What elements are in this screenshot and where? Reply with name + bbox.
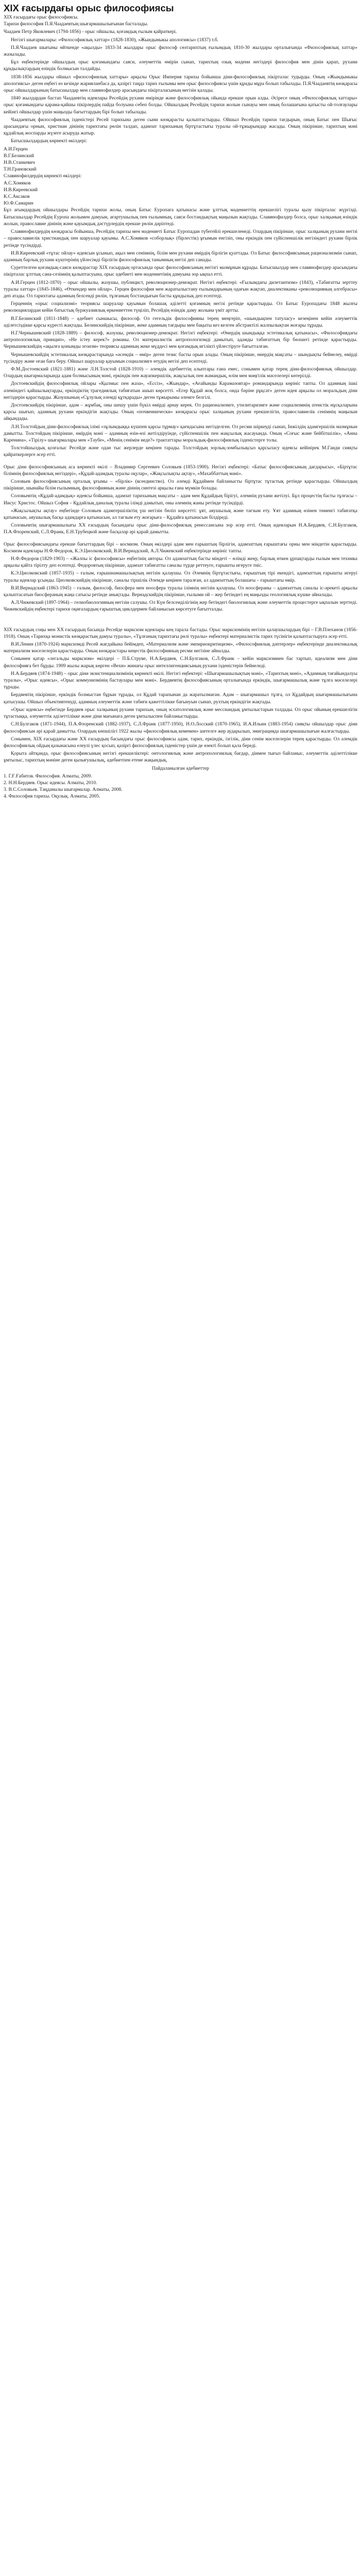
paragraph: Ф.М.Достоевский (1821-1881) және Л.Н.Толстой (1828-1910) – әлемдік әдебиеттің алыптары ғана емес, сонымен қатар терең діни-философиялық ойшылдар. Олардың шығармаларында адам болмысының мәні, еркіндік пен жауапкершілік, жақсылық пен жамандық, өлім мен мәңгілік мәселелері көтерілді. [4, 366, 357, 379]
paragraph: В.И.Вернадский (1863-1945) – ғалым, философ, биосфера мен ноосфера туралы ілімнің негізін қалаушы. Ол ноосфераны – адамзаттың саналы іс-әрекеті арқылы қалыптасатын биосфераның жаңа сатысы ретінде анықтады. Вернадскийдің пікірінше, ғылыми ой – жер бетіндегі ең маңызды геологиялық күшке айналады. [4, 585, 357, 598]
paragraph: Соловьев философиясының орталық ұғымы – «бірлік» (всеединство). Ол әлемді Құдаймен байланысты біртұтас тұтастық ретінде қарастырды. Ойшылдың пікірінше, шынайы білім ғылымның, философияның және діннің синтезі арқылы ғана мүмкін болады. [4, 479, 357, 492]
paragraph: В.Г.Белинский [4, 153, 35, 159]
paragraph: Соловьевтің «Құдай-адамдық» идеясы бойынша, адамзат тарихының мақсаты – адам мен Құдайдың бірігуі, әлемнің рухани жетілуі. Бұл процестің басты тұлғасы – Иисус Христос. Ойшыл София – Құдайлық даналық туралы ілімді дамытып, оны әлемнің жаны ретінде түсіндірді. [4, 494, 357, 506]
paragraph: Ю.Ф.Самарин [4, 201, 33, 207]
paragraph: Сонымен қатар «легальды марксизм» өкілдері – П.Б.Струве, Н.А.Бердяев, С.Н.Булгаков, С.Л.Франк – кейін марксизмнен бас тартып, идеализм мен діни философияға бет бұрды. 1909 жылы жарық көрген «Вехи» жинағы орыс интеллигенциясының рухани ізденістерін бейнеледі. [4, 656, 357, 669]
paragraph: Герценнің «орыс социализмі» теориясы шаруалар қауымын болашақ әділетті қоғамның негізі ретінде қарастырды. Ол Батыс Еуропадағы 1848 жылғы революциялардан кейін батыстық буржуазиялық өркениеттен түңіліп, Ресейдің өзіндік даму жолына үміт артты. [4, 301, 357, 314]
paragraph: Соловьевтің шығармашылығы ХХ ғасырдың басындағы орыс діни-философиялық ренессансына зор әсер етті. Оның идеяларын Н.А.Бердяев, С.Н.Булгаков, П.А.Флоренский, С.Л.Франк, Е.Н.Трубецкой және басқалар әрі қарай дамытты. [4, 523, 357, 535]
paragraph: К.С.Аксаков [4, 194, 30, 200]
paragraph: Бердяевтің пікірінше, еркіндік болмыстан бұрын тұрады, ол Құдай тарапынан да жаратылмаған. Адам – шығармашыл тұлға, ол Құдайдың шығармашылығына қатысушы. Ойшыл объективтенуді, адамның әлеуметтік және табиғи қажеттілікке бағынуын сынап, рухтың еркіндігін жақтады. [4, 692, 357, 705]
paragraph: Орыс діни философиясының аса көрнекті өкілі – Владимир Сергеевич Соловьев (1853-1900). Негізгі еңбектері: «Батыс философиясының дағдарысы», «Біртұтас білімнің философиялық негіздері», «Құдай-адамдық туралы оқулар», «Жақсылықты ақтау», «Махаббаттың мәні». [4, 464, 357, 477]
paragraph: Негізгі шығармалары: «Философиялық хаттар» (1828-1830), «Жындыныкы апологиясы» (1837) т.б. [11, 37, 219, 43]
paragraph: «Жақсылықты ақтау» еңбегінде Соловьев адамгершіліктің үш негізін бөліп көрсетті: ұят, аяушылық және тағзым ету. Ұят адамның өзінен төменгі табиғатқа қатынасын, аяушылық басқа адамдарға қатынасын, ал тағзым ету жоғарыға – Құдайға қатынасын білдіреді. [4, 508, 357, 521]
paragraph: Чаадаев Петр Яковлевич (1794-1856) - орыс ойшылы, қоғамдық ғылым қайраткері. [4, 29, 177, 35]
paragraph: 3. В.С.Соловьев. Таңдамалы шығармалар. Алматы, 2008. [4, 787, 123, 793]
paragraph: 4. Философия тарихы. Оқулық. Алматы, 2005. [4, 794, 100, 800]
paragraph: Н.А.Бердяев (1874-1948) – орыс діни экзистенциализмінің көрнекті өкілі. Негізгі еңбектері: «Шығармашылықтың мәні», «Тарихтың мәні», «Адамның тағайындалуы туралы», «Орыс идеясы», «Орыс коммунизмінің бастаулары мен мәні». Бердяевтің философиясының орталығында еркіндік, шығармашылық және тұлға мәселелері тұрады. [4, 671, 357, 690]
paragraph: И.В.Киреевский «тұтас ойлау» идеясын ұсынып, ақыл мен сенімнің, білім мен рухани өмірдің бірлігін қуаттады. Ол Батыс философиясының рационализмін сынап, адамның барлық рухани күштерінің үйлесімді бірлігін философиялық танымның негізі деп санады. [4, 250, 357, 263]
paragraph: С.Н.Булгаков (1871-1944), П.А.Флоренский (1882-1937), С.Л.Франк (1877-1950), Н.О.Лосский (1870-1965), И.А.Ильин (1883-1954) сияқты ойшылдар орыс діни философиясын әрі қарай дамытты. Олардың көпшілігі 1922 жылы «философиялық кемемен» шетелге жер аударылып, эмиграцияда шығармашылығын жалғастырды. [4, 722, 357, 734]
paragraph: Қорыта айтқанда, орыс философиясының негізгі ерекшеліктері: онтологиялық және антропологиялық бағдар, дінмен тығыз байланыс, әлеуметтік әділеттілікке ұмтылыс, тарихтың мәніне деген қызығушылық, әдебиетпен етене жақындық. [4, 751, 357, 764]
paragraph: Н.Г.Чернышевский (1828-1889) – философ, жазушы, революционер-демократ. Негізгі еңбектері: «Өнердің шындыққа эстетикалық қатынасы», «Философиядағы антропологиялық принцип», «Не істеу керек?» романы. Ол материалистік антропологизмді дамытып, адамды табиғаттың бір бөлшегі ретінде қарастырды. Чернышевскийдің «ақылға қонымды эгоизм» теориясы адамның жеке мүддесі мен қоғамдық игілікті үйлестіруге бағытталған. [4, 330, 357, 350]
paragraph: Тарихи философия П.Я.Чаадаевтың шығармашылығынан басталады. [4, 22, 148, 27]
paragraph: Славянофилдердің көзқарасы бойынша, Ресейдің тарихы мен мәдениеті Батыс Еуропадан түбегейлі ерекшеленеді. Олардың пікірінше, орыс халқының рухани негізі – православиелік христиандық пен шаруалар қауымы. А.С.Хомяков «соборлық» (бірлестік) ұғымын енгізіп, оны еркіндік пен сүйіспеншілік негізіндегі рухани бірлік ретінде түсіндірді. [4, 229, 357, 248]
paragraph: 1838-1856 жылдары ойшыл «философиялық хаттары» арқылы Орыс Империя тарихы бойынша діни-философиялық пікірталас тудырды. Оның «Жындыныкы апологиясы» деген еңбегі өз кезінде жарияланбаса да, қазіргі таңда тарих ғылымы мен орыс философиясы үшін құнды мұра болып табылады. П.Я.Чаадаевтің көзқарасы орыс ойшылдарының батысшылдар мен славянофилдер арасындағы пікірталасының негізін қалады. [4, 74, 357, 94]
paragraph: Бұл еңбектерінде ойшылдың орыс қоғамындағы саяси, әлеуметтік өмірін сынап, тарихтың озық мәдени негіздері философия мен дінін қарап, рухани құндылықтардың өзіндік болмысын талдайды. [4, 60, 357, 72]
paragraph: Достоевскийдің пікірінше, адам – жұмбақ, оны шешу үшін бүкіл өмірді арнау керек. Ол рационализмге, утилитаризмге және социализмнің атеистік нұсқаларына қарсы шығып, адамның рухани еркіндігін жақтады. Оның «почвеннически» көзқарасы орыс халқының рухани ерекшелігін, православиелік сенімнің маңызын айқындады. [4, 402, 357, 422]
paragraph: «Орыс идеясы» еңбегінде Бердяев орыс халқының рухани тарихын, оның эсхатологиялық және мессиандық ұмтылыстарын талдады. Ол орыс ойының ерекшелігін тұтастыққа, әлеуметтік әділеттілікке және діни мағынаға деген ұмтылыспен байланыстырды. [4, 707, 357, 720]
paragraph: Сонымен, ХІХ ғасырдағы және ХХ ғасырдың басындағы орыс философиясы адам, тарих, еркіндік, ізгілік, діни сенім мәселелерін терең қарастырды. Ол әлемдік философиялық ойдың қазынасына елеулі үлес қосып, қазіргі философиялық ізденістер үшін де өзекті болып қала береді. [4, 736, 357, 749]
paragraph: А.Л.Чижевский (1897-1964) – гелиобиологияның негізін салушы. Ол Күн белсенділігінің жер бетіндегі биологиялық және әлеуметтік процестерге ықпалын зерттеді. Чижевскийдің еңбектері тарихи оқиғалардың ғарыштық циклдермен байланысын көрсетуге бағытталды. [4, 600, 357, 613]
paragraph: Бұл ағымдардың ойшылдары Ресейдің тарихи жолы, оның Батыс Еуропаға қатынасы және ұлттық мәдениеттің ерекшелігі туралы қызу пікірталас жүргізді. Батысшылдар Ресейдің Еуропа жолымен дамуын, ағартушылық пен ғылымның, саяси бостандықтың маңызын жақтады. Славянофилдер болса, орыс халқының өзіндік жолын, православие дінінің және қауымдық дәстүрлердің ерекше рөлін дәріптеді. [4, 208, 357, 227]
paragraph: ХІХ ғасырдың соңы мен ХХ ғасырдың басында Ресейде марксизм идеялары кең тарала бастады. Орыс марксизмінің негізін қалаушылардың бірі – Г.В.Плеханов (1856-1918). Оның «Тарихқа монистік көзқарастың дамуы туралы», «Тұлғаның тарихтағы рөлі туралы» еңбектері материалистік тарих түсінігін қалыптастыруға әсер етті. [4, 627, 357, 639]
paragraph: 1. Г.Ғ.Ғабитов. Философия. Алматы, 2009. [4, 773, 92, 779]
paragraph: Л.Н.Толстойдың діни-философиялық ілімі «зұлымдыққа күшпен қарсы тұрмау» қағидасына негізделген. Ол ресми шіркеуді сынап, Інжілдің адамгершілік мазмұнын дамытты. Толстойдың пікірінше, өмірдің мәні – адамның өзін-өзі жетілдіруінде, сүйіспеншілік пен жақсылық жасауында. Оның «Соғыс және бейбітшілік», «Анна Каренина», «Тірілу» шығармалары мен «Тәубе», «Менің сенімім неде?» трактаттары моральдық-философиялық ізденістерге толы. [4, 424, 357, 443]
paragraph: И.В.Киреевский [4, 187, 38, 193]
paragraph: Славянофилдердің көрнекті өкілдері: [4, 174, 82, 179]
paragraph: XIX ғасырдағы орыс философиясы. [4, 15, 79, 20]
paragraph: Толстойшылдық қозғалыс Ресейде және одан тыс жерлерде кеңінен тарады. Толстойдың зорлық-зомбылықсыз қарсыласу идеясы кейінірек М.Ганди сияқты қайраткерлерге әсер етті. [4, 446, 357, 458]
paragraph: В.Г.Белинский (1811-1848) – әдебиет сыншысы, философ. Ол гегельдік философияны терең меңгеріп, «шындықпен татуласу» кезеңінен кейін әлеуметтік әділетсіздікке қарсы күресті жақтады. Белинскийдің пікірінше, жеке адамның тағдыры мен бақыты кез келген абстрактілі жалпылықтан жоғары тұрады. [4, 316, 357, 328]
paragraph: Т.Н.Грановский [4, 167, 37, 173]
paragraph: 2. Н.Н.Бердяев. Орыс идеясы. Алматы, 2010. [4, 780, 97, 786]
paragraph: Суреттелген қоғамдық-саяси көзқарастар ХІХ ғасырдың ортасында орыс философиясының негізгі мазмұнын құрады. Батысшылдар мен славянофилдер арасындағы пікірталас ұлттық сана-сезімнің қалыптасуына, орыс әдебиеті мен мәдениетінің дамуына зор ықпал етті. [4, 265, 357, 278]
paragraph: А.С.Хомяков [4, 180, 31, 186]
paragraph: В.И.Ленин (1870-1924) марксизмді Ресей жағдайына бейімдеп, «Материализм және эмпириокритицизм», «Философиялық дәптерлер» еңбектерінде диалектикалық материализм мәселелерін қарастырды. Оның көзқарастары кеңестік философияның ресми негізіне айналды. [4, 642, 357, 654]
paragraph: А.И.Герцен [4, 146, 28, 152]
paragraph: 1840 жылдардан бастап Чаадаевтің идеялары Ресейдің рухани өмірінде және философиялық ойында ерекше орын алды. Әсіресе оның «Философиялық хаттары» орыс қоғамындағы қарама-қайшы пікірлердің пайда болуына себеп болды. Ойшылдың Ресейдің тарихи жолын сынауы мен оның болашағына қатысты ой-толғаулары кейінгі ойшылдар үшін маңызды бағыттардың бірі болып табылады. [4, 96, 357, 115]
paragraph: Чернышевскийдің эстетикалық көзқарастарында «әсемдік – өмір» деген тезис басты орын алады. Оның пікірінше, өнердің мақсаты – шындықты бейнелеу, өмірді түсіндіру және оған баға беру. Ойшыл шаруалар қауымын социализмге өтудің негізі деп есептеді. [4, 352, 357, 364]
paragraph: Чаадаевтың философиялық ізденістері Ресей тарихына деген сыни көзқарасты қалыптастырды. Ойшыл Ресейдің тарихи тағдырын, оның Батыс пен Шығыс арасындағы орнын, христиан дінінің тарихтағы рөлін талдап, адамзат тарихының біртұтастығы туралы ой-тұжырымдар жасады. Оның пікірінше, тарихтың мәні құдайлық жоспарды жүзеге асыруда жатыр. [4, 117, 357, 137]
paragraph: Достоевскийдің философиялық ойлары «Қылмыс пен жаза», «Ессіз», «Жындар», «Ағайынды Карамазовтар» романдарында көрініс тапты. Ол адамның ішкі әлеміндегі қайшылықтарды, еркіндіктің трагедиялық табиғатын ашып көрсетті. «Егер Құдай жоқ болса, онда бәріне рұқсат» деген идея арқылы ол моральдың діни негіздерін қарастырды. Жазушының «Сұлулық әлемді құтқарады» деген тұжырымы әлемге белгілі. [4, 381, 357, 400]
paragraph: П.Я.Чаадаев шығыны өйткенде «ақылды» 1833-34 жылдары орыс философ сөзтарихтың ғылымдық 1810-30 жылдары орталығында «Философиялық хаттар» жазылады. [4, 45, 357, 58]
paragraph: Пайдаланылған әдебиеттер [152, 766, 209, 771]
paragraph: Н.Ф.Федоров (1829-1903) – «Жалпы іс философиясы» еңбегінің авторы. Ол адамзаттың басты міндеті – өлімді жеңу, барлық өткен ұрпақтарды ғылым мен техника арқылы қайта тірілту деп есептеді. Федоровтың пікірінше, адамзат табиғатты саналы түрде реттеуге, ғарышты игеруге тиіс. [4, 556, 357, 569]
page-title: XIX ғасырдағы орыс философиясы [4, 3, 174, 13]
document-body [4, 14, 357, 801]
paragraph: Батысшылдардың көрнекті өкілдері: [11, 139, 87, 144]
paragraph: Н.В.Станкевич [4, 160, 35, 166]
paragraph: Орыс философиясындағы ерекше бағыттардың бірі – космизм. Оның өкілдері адам мен ғарыштың бірлігін, адамзаттың ғарыштағы орны мен міндетін қарастырды. Космизм идеялары Н.Ф.Федоров, К.Э.Циолковский, В.И.Вернадский, А.Л.Чижевский еңбектерінде көрініс тапты. [4, 541, 357, 554]
paragraph: К.Э.Циолковский (1857-1935) – ғалым, ғарышнамашылықтың негізін қалаушы. Ол Әлемнің біртұтастығы, ғарыштың тірі екендігі, адамзаттың ғарышты игеруі туралы идеялар ұсынды. Циолковскийдің пікірінше, саналы тіршілік Әлемде кеңінен таралған, ал адамзаттың болашағы – ғарыштағы өмір. [4, 571, 357, 583]
paragraph: А.И.Герцен (1812-1870) – орыс ойшылы, жазушы, публицист, революционер-демократ. Негізгі еңбектері: «Ғылымдағы дилетантизм» (1843), «Табиғатты зерттеу туралы хаттар» (1845-1846), «Өткендер мен ойлар». Герцен философия мен жаратылыстану ғылымдарының одағын жақтап, диалектиканы «революцияның алгебрасы» деп атады. Ол тарихтағы адамның белсенді рөлін, тұлғаның бостандығын басты құндылық деп есептеді. [4, 280, 357, 299]
